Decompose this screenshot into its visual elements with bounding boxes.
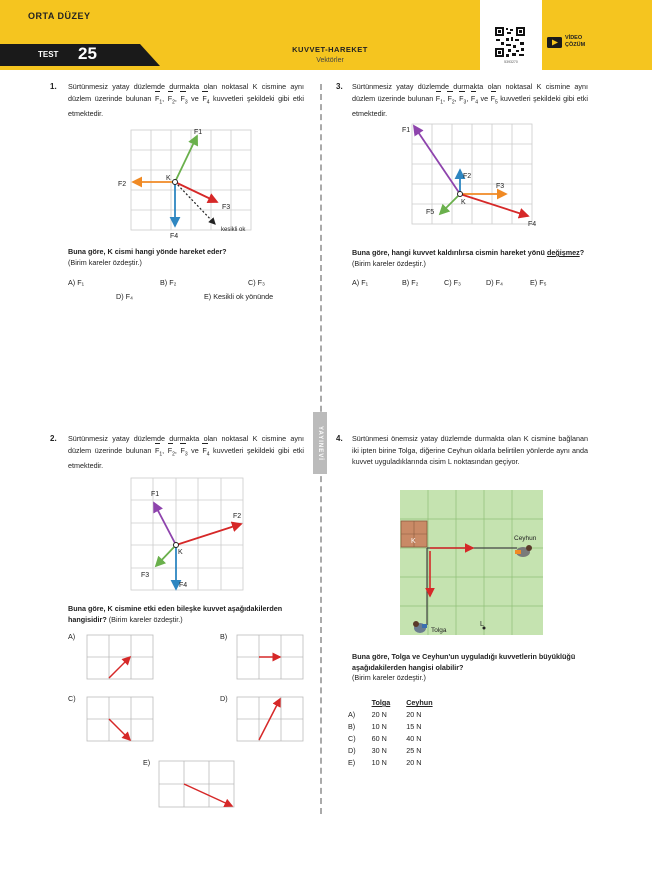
video-play-icon[interactable] [547,37,562,48]
q2-option-b-key[interactable]: B) [220,632,228,641]
video-solution-label: VİDEO ÇÖZÜM [565,35,586,48]
test-number: 25 [78,44,97,63]
q3-vector-f4 [460,194,528,216]
subtopic-title: Vektörler [316,57,344,64]
q2-option-e-grid[interactable] [158,760,238,810]
q4-grass [400,490,543,635]
q3-label-f2: F2 [463,173,472,180]
q1-label-f2: F2 [118,181,127,188]
q4-label-ceyhun: Ceyhun [514,535,537,542]
q2-label-f3: F3 [141,572,150,579]
q2-option-c-key[interactable]: C) [68,694,76,703]
q4-field-diagram [398,490,546,640]
q4-header-tolga: Tolga [371,698,391,707]
q2-vector-f3 [156,545,176,566]
q2-vector-f2 [176,524,241,545]
q4-label-l: L [480,621,484,628]
q2-option-e-key[interactable]: E) [143,758,151,767]
q3-option-d[interactable]: D) F₄ [486,278,503,287]
q2-point-k [174,543,179,548]
q1-grid [131,130,251,230]
q1-point-k [173,180,178,185]
q3-label-k: K [461,199,466,206]
q1-option-c[interactable]: C) F₃ [248,278,265,287]
q3-text: Sürtünmesiz yatay düzlemde durmakta olan noktasal K cismine aynı düzlem üzerinde bulunan $F_1$, $F_2$, $F_3$, $F_4$ ve $F_5$ kuvvetleri şekildeki gibi etki etmektedir. [352,82,588,119]
q2-option-d-key[interactable]: D) [220,694,228,703]
q2-option-d-grid[interactable] [236,696,306,742]
q2-option-e-arrow [184,784,232,806]
q4-option-a[interactable]: A) 20 N 20 N [348,710,422,719]
q4-question: Buna göre, Tolga ve Ceyhun'un uyguladığı kuvvetlerin büyüklüğü aşağıdakilerden hangisi olabilir? (Birim kareler özdeştir.) [352,652,576,682]
q1-option-d[interactable]: D) F₄ [116,292,133,301]
topic-title: KUVVET-HAREKET [292,45,368,54]
q3-number: 3. [336,82,343,91]
q1-number: 1. [50,82,57,91]
q4-option-c[interactable]: C) 60 N 40 N [348,734,422,743]
q1-label-f4: F4 [170,233,179,240]
q3-label-f4: F4 [528,221,537,228]
q3-question: Buna göre, hangi kuvvet kaldırılırsa cismin hareket yönü değişmez? (Birim kareler özdeştir.) [352,248,585,268]
publisher-side-tab: YAYINEVİ [313,412,327,474]
qr-code-text: 5393270 [504,60,518,64]
q4-text: Sürtünmesi önemsiz yatay düzlemde durmakta olan K cismine bağlanan iki ipten birine Tolga, diğerine Ceyhun oklarla belirtilen yönlerde aynı anda kuvvet uyguladıklarında cisim L noktasından geçiyor. [352,434,588,466]
q4-number: 4. [336,434,343,443]
q4-option-d[interactable]: D) 30 N 25 N [348,746,422,755]
q1-question: Buna göre, K cismi hangi yönde hareket eder? (Birim kareler özdeştir.) [68,247,227,267]
level-label: ORTA DÜZEY [28,11,91,21]
q1-dotted-vector [175,182,215,224]
q1-option-b[interactable]: B) F₂ [160,278,177,287]
q2-label-f1: F1 [151,491,160,498]
q3-option-b[interactable]: B) F₂ [402,278,419,287]
q3-label-f1: F1 [402,127,411,134]
q3-option-c[interactable]: C) F₃ [444,278,461,287]
q3-label-f3: F3 [496,183,505,190]
q2-label-k: K [178,549,183,556]
q2-option-a-arrow [109,657,130,678]
q1-vector-f1 [175,136,197,182]
q1-option-e[interactable]: E) Kesikli ok yönünde [204,292,274,301]
q2-number: 2. [50,434,57,443]
q2-option-a-grid[interactable] [86,634,156,680]
q1-text: Sürtünmesiz yatay düzlemde durmakta olan noktasal K cismine aynı düzlem üzerinde bulunan $F_1$, $F_2$, $F_3$ ve $F_4$ kuvvetleri şekildeki gibi etki etmektedir. [68,82,305,119]
q3-option-e[interactable]: E) F₅ [530,278,547,287]
q1-option-a[interactable]: A) F₁ [68,278,85,287]
q1-label-f1: F1 [194,129,203,136]
q2-vector-f1 [154,503,176,545]
q4-option-e[interactable]: E) 10 N 20 N [348,758,422,767]
q3-option-a[interactable]: A) F₁ [352,278,369,287]
q3-point-k [458,192,463,197]
q2-option-c-arrow [109,719,130,740]
q1-vector-diagram [115,126,275,246]
q1-label-k: K [166,175,171,182]
q3-label-f5: F5 [426,209,435,216]
q2-option-c-grid[interactable] [86,696,156,742]
q2-label-f2: F2 [233,513,242,520]
q2-question: Buna göre, K cismine etki eden bileşke kuvvet aşağıdakilerden hangisidir? (Birim kareler özdeştir.) [68,604,283,624]
q4-label-k: K [411,538,416,545]
q1-label-f3: F3 [222,204,231,211]
q2-option-d-arrow [259,699,280,740]
q2-option-a-key[interactable]: A) [68,632,76,641]
q2-label-f4: F4 [179,582,188,589]
q4-label-tolga: Tolga [431,627,447,634]
test-label: TEST [38,50,59,59]
q4-answer-table [340,698,441,769]
q4-option-b[interactable]: B) 10 N 15 N [348,722,422,731]
q1-label-dotted: kesikli ok [221,227,246,233]
q2-text: Sürtünmesiz yatay düzlemde durmakta olan noktasal K cismine aynı düzlem üzerinde bulunan $F_1$, $F_2$, $F_3$ ve $F_4$ kuvvetleri şekildeki gibi etki etmektedir. [68,434,305,471]
q3-vector-diagram [398,120,548,240]
q4-header-ceyhun: Ceyhun [406,698,433,707]
q2-vector-diagram [125,474,255,602]
qr-code-icon[interactable] [494,26,526,58]
q2-option-b-grid[interactable] [236,634,306,680]
